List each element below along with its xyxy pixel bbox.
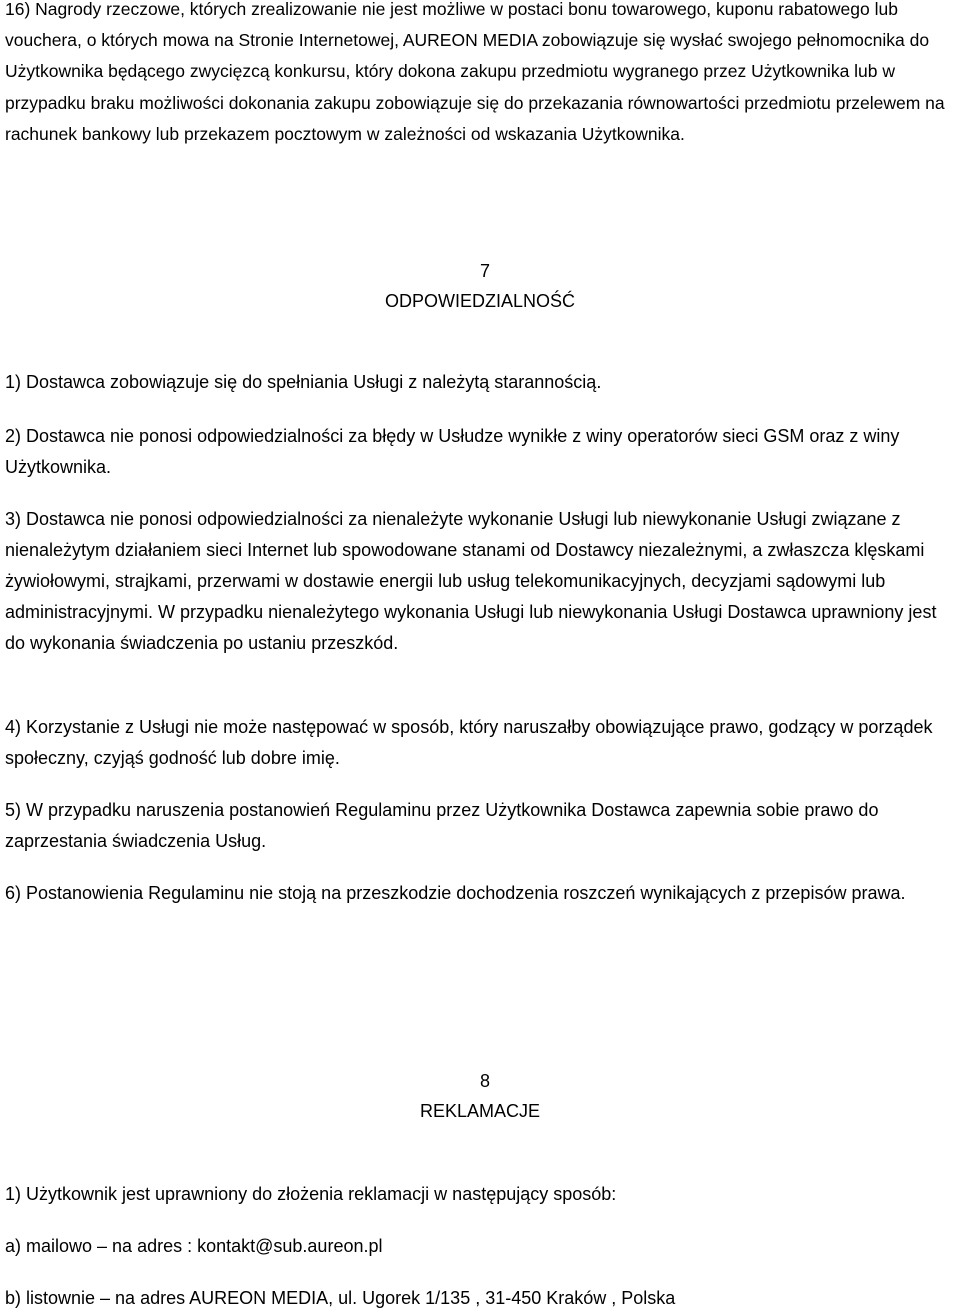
section-7-item-3: 3) Dostawca nie ponosi odpowiedzialności za nienależyte wykonanie Usługi lub niewykonanie Usługi związane z nienależytym działaniem sieci Internet lub spowodowane stanami od Dostawcy niezależnymi, a zwłaszcza klęskami żywiołowymi, strajkami, przerwami w dostawie energii lub usług telekomunikacyjnych, decyzjami sądowymi lub administracyjnymi. W przypadku nienależytego wykonania Usługi lub niewykonania Usługi Dostawca uprawniony jest do wykonania świadczenia po ustaniu przeszkód.	[5, 509, 937, 653]
section-8-item-a: a) mailowo – na adres : kontakt@sub.aureon.pl	[5, 1236, 383, 1256]
section-title: REKLAMACJE	[419, 1101, 541, 1121]
section-7-item-2: 2) Dostawca nie ponosi odpowiedzialności za błędy w Usłudze wynikłe z winy operatorów sieci GSM oraz z winy Użytkownika.	[5, 426, 900, 477]
section-7-item-1: 1) Dostawca zobowiązuje się do spełniania Usługi z należytą starannością.	[5, 372, 602, 392]
section-title: ODPOWIEDZIALNOŚĆ	[384, 291, 576, 311]
section-7-heading	[0, 256, 960, 316]
section-number: 7	[479, 261, 490, 281]
section-8-item-1: 1) Użytkownik jest uprawniony do złożenia reklamacji w następujący sposób:	[5, 1184, 617, 1204]
section-7-item-4: 4) Korzystanie z Usługi nie może następować w sposób, który naruszałby obowiązujące prawo, godzący w porządek społeczny, czyjąś godność lub dobre imię.	[5, 717, 933, 768]
section-7-item-5: 5) W przypadku naruszenia postanowień Regulaminu przez Użytkownika Dostawca zapewnia sobie prawo do zaprzestania świadczenia Usług.	[5, 800, 879, 851]
section-8-heading	[0, 1066, 960, 1126]
intro-paragraph: 16) Nagrody rzeczowe, których zrealizowanie nie jest możliwe w postaci bonu towarowego, kuponu rabatowego lub vouchera, o których mowa na Stronie Internetowej, AUREON MEDIA zobowiązuje się wysłać swojego pełnomocnika do Użytkownika będącego zwycięzcą konkursu, który dokona zakupu przedmiotu wygranego przez Użytkownika lub w przypadku braku możliwości dokonania zakupu zobowiązuje się do przekazania równowartości przedmiotu przelewem na rachunek bankowy lub przekazem pocztowym w zależności od wskazania Użytkownika.	[5, 0, 945, 144]
section-8-item-b: b) listownie – na adres AUREON MEDIA, ul. Ugorek 1/135 , 31-450 Kraków , Polska	[5, 1288, 676, 1308]
section-7-item-6: 6) Postanowienia Regulaminu nie stoją na przeszkodzie dochodzenia roszczeń wynikających z przepisów prawa.	[5, 883, 906, 903]
section-number: 8	[479, 1071, 490, 1091]
